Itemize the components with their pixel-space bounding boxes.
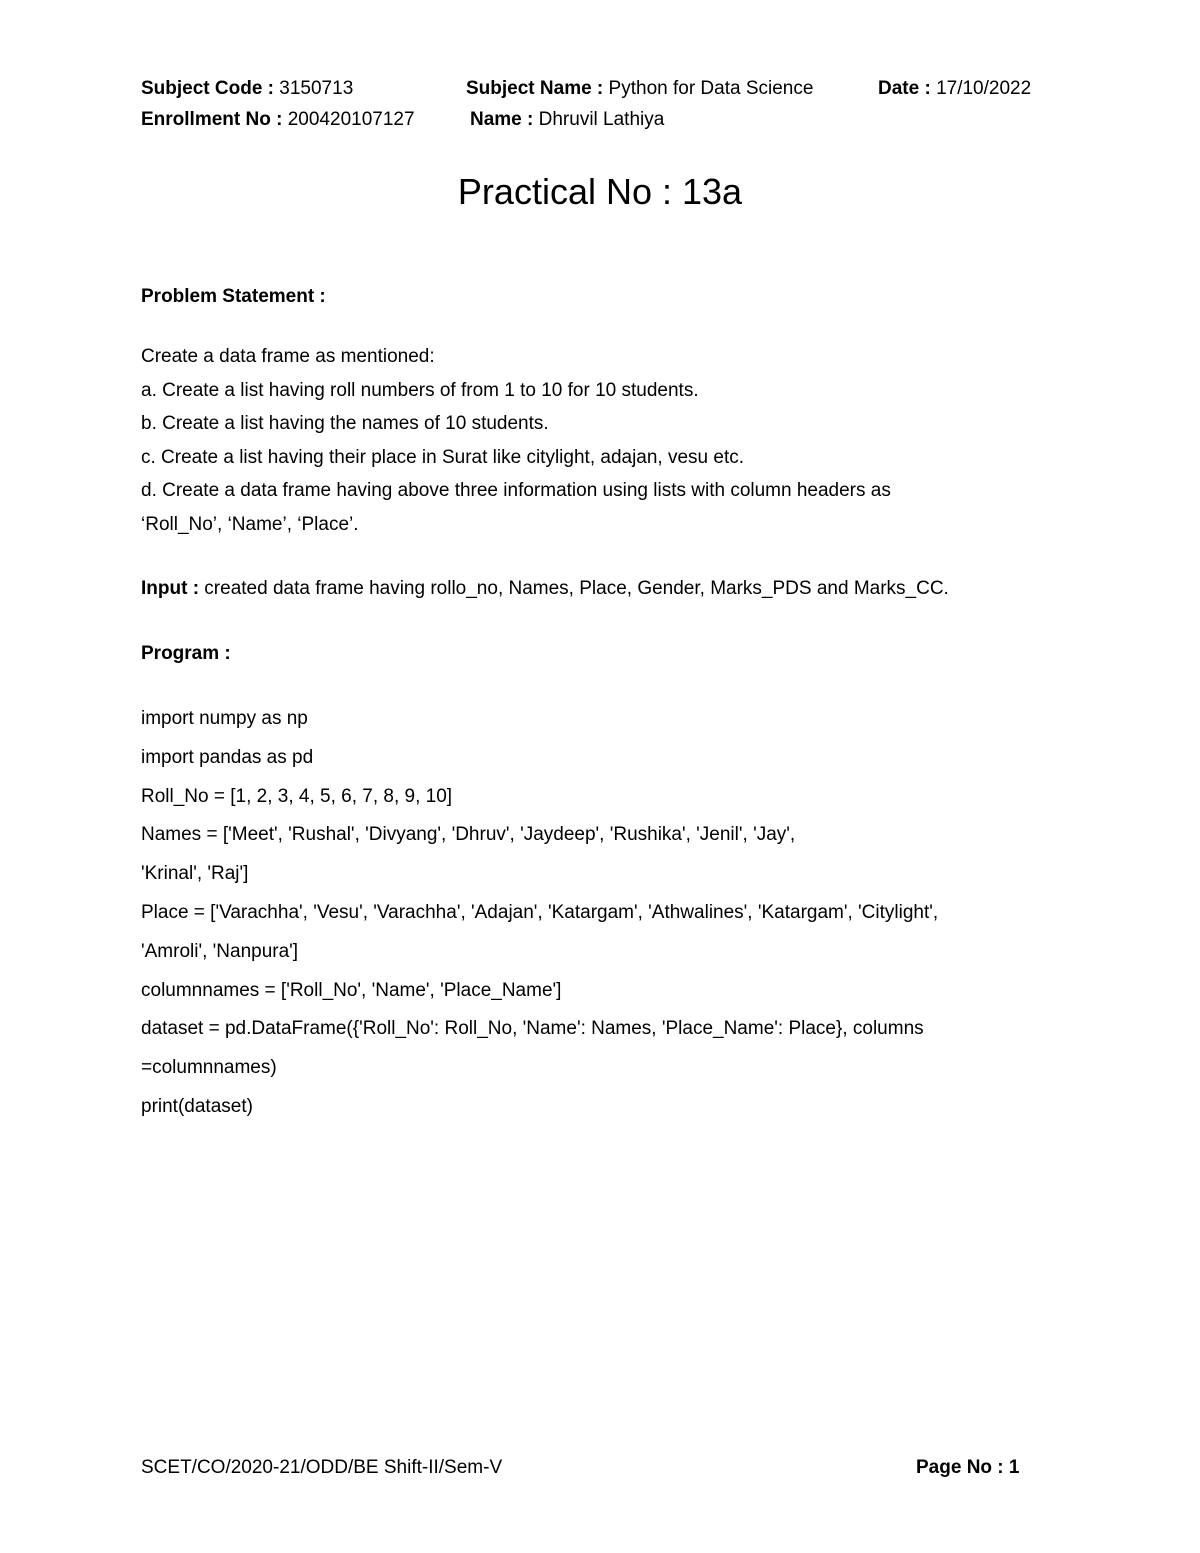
footer-course-code: SCET/CO/2020-21/ODD/BE Shift-II/Sem-V [141,1457,503,1478]
subject-name-label: Subject Name : [466,78,604,99]
name-label: Name : [470,109,534,130]
enrollment-label: Enrollment No : [141,109,283,130]
name-value: Dhruvil Lathiya [533,109,665,130]
enrollment-no [141,108,415,132]
code-line: Roll_No = [1, 2, 3, 4, 5, 6, 7, 8, 9, 10] [141,785,453,807]
code-line: import pandas as pd [141,746,314,768]
code-line: columnnames = ['Roll_No', 'Name', 'Place_Name'] [141,979,562,1001]
problem-line: Create a data frame as mentioned: [141,346,435,367]
subject-code-label: Subject Code : [141,78,275,99]
subject-code [141,77,353,101]
problem-line: d. Create a data frame having above three information using lists with column headers as [141,480,891,501]
program-heading: Program : [141,643,231,664]
problem-line: a. Create a list having roll numbers of from 1 to 10 for 10 students. [141,379,699,401]
input-statement [141,572,1081,605]
input-text: created data frame having rollo_no, Names, Place, Gender, Marks_PDS and Marks_CC. [199,578,949,599]
code-line: Names = ['Meet', 'Rushal', 'Divyang', 'Dhruv', 'Jaydeep', 'Rushika', 'Jenil', 'Jay', [141,824,796,846]
student-name [470,108,664,132]
subject-name-value: Python for Data Science [603,78,814,99]
problem-heading: Problem Statement : [141,286,326,307]
code-line: 'Krinal', 'Raj'] [141,863,249,885]
date-value: 17/10/2022 [930,78,1032,99]
footer-page-number: Page No : 1 [916,1457,1020,1478]
date [878,77,1031,101]
code-line: print(dataset) [141,1095,253,1117]
code-line: 'Amroli', 'Nanpura'] [141,940,299,962]
program-code [141,700,1081,1127]
date-label: Date : [878,78,931,99]
subject-code-value: 3150713 [274,78,354,99]
problem-line: b. Create a list having the names of 10 students. [141,413,549,434]
problem-lines [141,340,1081,541]
enrollment-value: 200420107127 [282,109,415,130]
input-label: Input : [141,578,200,599]
code-line: import numpy as np [141,708,308,729]
subject-name [466,77,813,101]
problem-line: c. Create a list having their place in Surat like citylight, adajan, vesu etc. [141,446,745,468]
problem-line: ‘Roll_No’, ‘Name’, ‘Place’. [141,513,359,535]
page-title: Practical No : 13a [457,171,743,212]
code-line: =columnnames) [141,1057,277,1079]
code-line: dataset = pd.DataFrame({'Roll_No': Roll_No, 'Name': Names, 'Place_Name': Place}, columns [141,1018,924,1040]
code-line: Place = ['Varachha', 'Vesu', 'Varachha', 'Adajan', 'Katargam', 'Athwalines', 'Katargam', 'Citylight', [141,901,939,923]
